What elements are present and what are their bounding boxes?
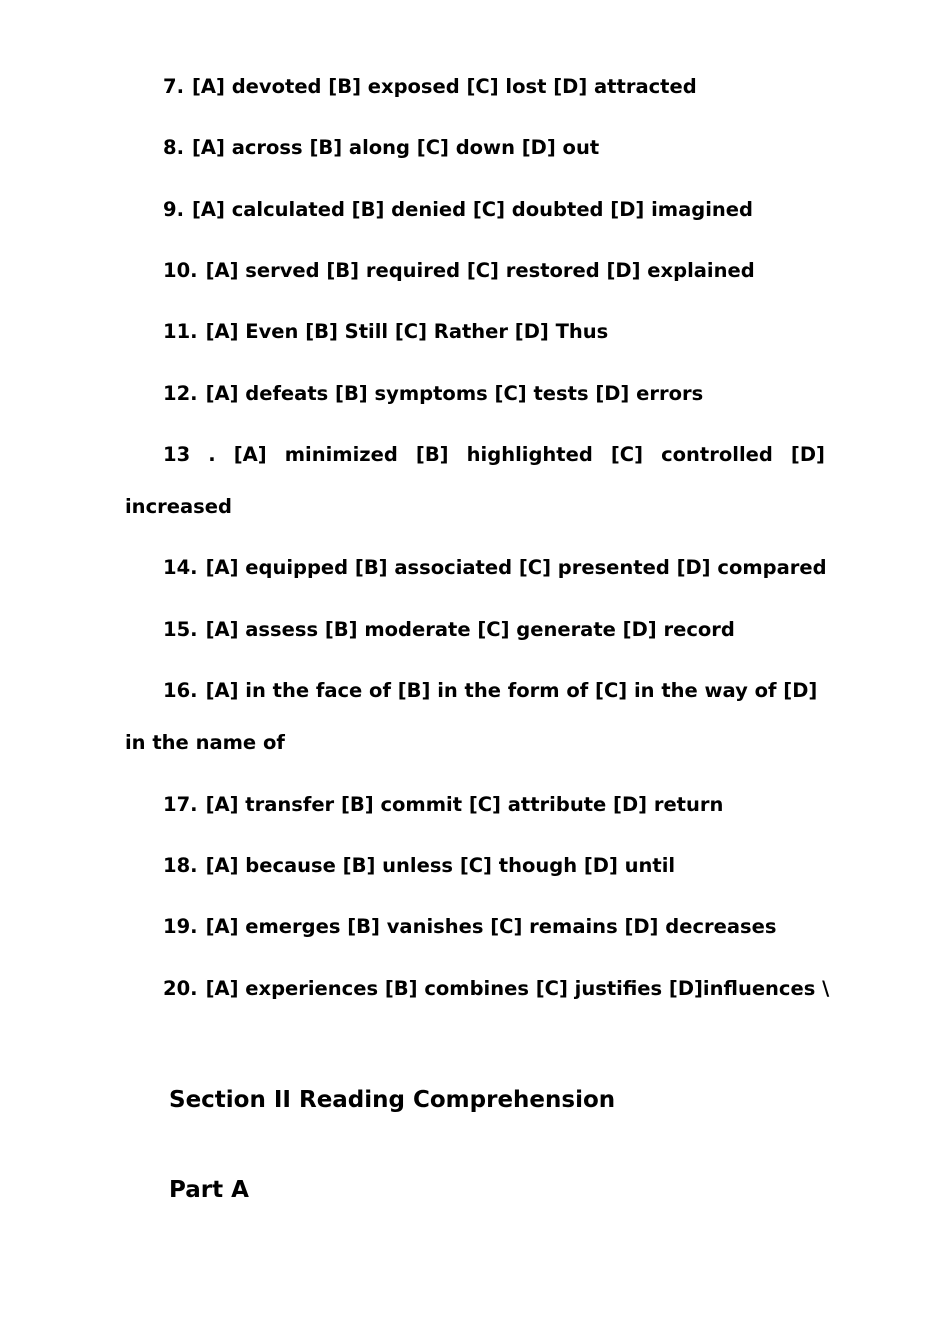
question-8: 8. [A] across [B] along [C] down [D] out: [163, 136, 600, 159]
question-number: 14: [163, 556, 191, 579]
part-title: Part A: [169, 1177, 249, 1203]
question-number: 11: [163, 320, 191, 343]
question-options: [A] served [B] required [C] restored [D] explained: [205, 259, 755, 282]
question-options: [A] transfer [B] commit [C] attribute [D] return: [205, 793, 724, 816]
question-11: 11. [A] Even [B] Still [C] Rather [D] Thus: [163, 320, 609, 343]
option-a-marker: [A]: [233, 443, 267, 466]
question-number: 18: [163, 854, 191, 877]
option-b-marker: [B]: [415, 443, 449, 466]
question-13-continuation: increased: [125, 495, 232, 518]
question-options: [A] because [B] unless [C] though [D] until: [205, 854, 676, 877]
question-number: 16: [163, 679, 191, 702]
question-options: [A] defeats [B] symptoms [C] tests [D] errors: [205, 382, 704, 405]
question-number: 19: [163, 915, 191, 938]
question-16-continuation: in the name of: [125, 731, 285, 754]
question-number: 13: [163, 443, 191, 466]
question-number: 20: [163, 977, 191, 1000]
question-number: 15: [163, 618, 191, 641]
question-19: 19. [A] emerges [B] vanishes [C] remains [D] decreases: [163, 915, 777, 938]
option-a-text: minimized: [284, 443, 398, 466]
question-15: 15. [A] assess [B] moderate [C] generate [D] record: [163, 618, 735, 641]
question-14: 14. [A] equipped [B] associated [C] presented [D] compared: [163, 556, 827, 579]
question-number: 8: [163, 136, 177, 159]
question-number: 7: [163, 75, 177, 98]
option-c-text: controlled: [661, 443, 773, 466]
question-12: 12. [A] defeats [B] symptoms [C] tests [D] errors: [163, 382, 704, 405]
question-13: [163, 443, 825, 467]
question-options: [A] emerges [B] vanishes [C] remains [D] decreases: [205, 915, 777, 938]
question-dot: .: [208, 443, 216, 466]
question-number: 12: [163, 382, 191, 405]
option-d-marker: [D]: [790, 443, 825, 466]
option-c-marker: [C]: [610, 443, 644, 466]
question-options: [A] Even [B] Still [C] Rather [D] Thus: [205, 320, 609, 343]
option-b-text: highlighted: [466, 443, 593, 466]
question-17: 17. [A] transfer [B] commit [C] attribute [D] return: [163, 793, 724, 816]
question-number: 9: [163, 198, 177, 221]
question-number: 10: [163, 259, 191, 282]
section-title: Section II Reading Comprehension: [169, 1087, 616, 1113]
question-options: [A] calculated [B] denied [C] doubted [D] imagined: [192, 198, 753, 221]
question-options: [A] experiences [B] combines [C] justifies [D]influences \: [205, 977, 830, 1000]
question-20: 20. [A] experiences [B] combines [C] justifies [D]influences \: [163, 977, 830, 1000]
question-options: [A] in the face of [B] in the form of [C] in the way of [D]: [205, 679, 818, 702]
question-10: 10. [A] served [B] required [C] restored [D] explained: [163, 259, 755, 282]
question-options: [A] devoted [B] exposed [C] lost [D] attracted: [192, 75, 697, 98]
question-number: 17: [163, 793, 191, 816]
question-options: [A] across [B] along [C] down [D] out: [192, 136, 600, 159]
question-16: 16. [A] in the face of [B] in the form of [C] in the way of [D]: [163, 679, 818, 702]
question-options: [A] equipped [B] associated [C] presented [D] compared: [205, 556, 827, 579]
question-18: 18. [A] because [B] unless [C] though [D] until: [163, 854, 676, 877]
question-9: 9. [A] calculated [B] denied [C] doubted [D] imagined: [163, 198, 753, 221]
question-7: 7. [A] devoted [B] exposed [C] lost [D] attracted: [163, 75, 697, 98]
question-options: [A] assess [B] moderate [C] generate [D] record: [205, 618, 735, 641]
